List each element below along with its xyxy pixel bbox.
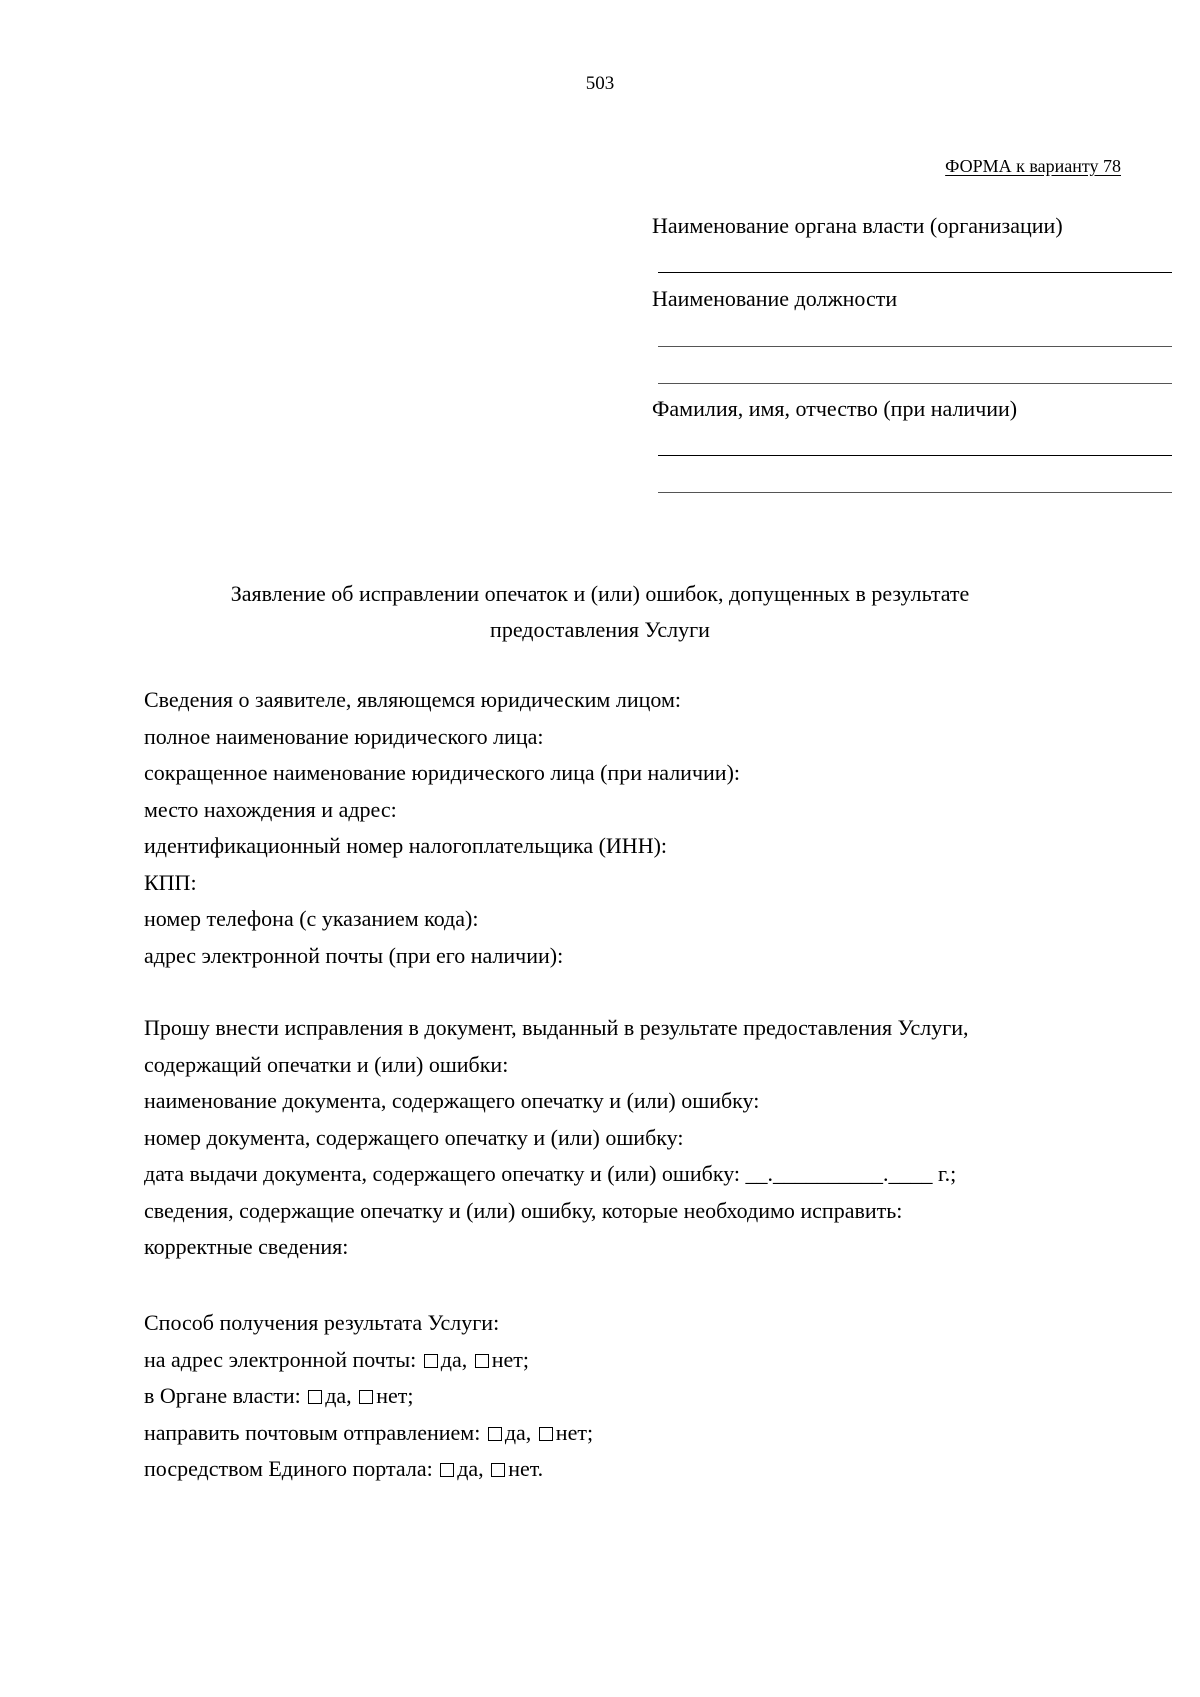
full-legal-name-field: полное наименование юридического лица:	[144, 723, 544, 749]
checkbox-no[interactable]	[491, 1463, 505, 1477]
short-legal-name-field: сокращенное наименование юридического лица (при наличии):	[144, 760, 741, 785]
request-section	[144, 1010, 1124, 1266]
full-name-line-1[interactable]	[658, 455, 1172, 456]
checkbox-yes[interactable]	[488, 1427, 502, 1441]
option-label: направить почтовым отправлением:	[144, 1419, 481, 1445]
wrong-info-field: сведения, содержащие опечатку и (или) ошибку, которые необходимо исправить:	[144, 1197, 903, 1223]
title-line-1: Заявление об исправлении опечаток и (или) ошибок, допущенных в результате	[230, 581, 970, 606]
no-label: нет;	[491, 1346, 529, 1372]
phone-field: номер телефона (с указанием кода):	[144, 906, 479, 931]
document-name-field: наименование документа, содержащего опечатку и (или) ошибку:	[144, 1088, 760, 1113]
position-name-label: Наименование должности	[652, 286, 898, 311]
checkbox-yes[interactable]	[424, 1354, 438, 1368]
authority-name-line[interactable]	[658, 272, 1172, 273]
position-name-line-2[interactable]	[658, 383, 1172, 384]
page-number: 503	[585, 73, 615, 94]
full-name-line-2[interactable]	[658, 492, 1172, 493]
email-field: адрес электронной почты (при его наличии):	[144, 942, 564, 968]
applicant-heading: Сведения о заявителе, являющемся юридическим лицом:	[144, 687, 681, 712]
no-label: нет.	[508, 1456, 544, 1481]
no-label: нет;	[555, 1419, 594, 1445]
document-title	[0, 576, 1200, 648]
request-line-2: содержащий опечатки и (или) ошибки:	[144, 1051, 509, 1077]
issue-date-field: дата выдачи документа, содержащего опечатку и (или) ошибку: __.__________.____ г.;	[144, 1161, 957, 1186]
delivery-option-email	[144, 1342, 1124, 1379]
delivery-section	[144, 1305, 1124, 1488]
delivery-option-post	[144, 1415, 1124, 1452]
request-line-1: Прошу внести исправления в документ, выданный в результате предоставления Услуги,	[144, 1015, 969, 1040]
title-line-2: предоставления Услуги	[490, 617, 710, 642]
option-label: на адрес электронной почты:	[144, 1346, 417, 1372]
yes-label: да,	[325, 1383, 352, 1408]
yes-label: да,	[457, 1456, 484, 1481]
authority-name-label: Наименование органа власти (организации)	[652, 213, 1063, 238]
checkbox-yes[interactable]	[308, 1390, 322, 1404]
option-label: в Органе власти:	[144, 1383, 301, 1408]
checkbox-no[interactable]	[359, 1390, 373, 1404]
no-label: нет;	[376, 1383, 414, 1408]
delivery-heading: Способ получения результата Услуги:	[144, 1310, 500, 1335]
address-field: место нахождения и адрес:	[144, 796, 397, 822]
option-label: посредством Единого портала:	[144, 1456, 433, 1481]
checkbox-no[interactable]	[475, 1354, 489, 1368]
checkbox-no[interactable]	[539, 1427, 553, 1441]
yes-label: да,	[440, 1346, 468, 1372]
kpp-field: КПП:	[144, 869, 197, 895]
position-name-line-1[interactable]	[658, 346, 1172, 347]
checkbox-yes[interactable]	[440, 1463, 454, 1477]
document-number-field: номер документа, содержащего опечатку и (или) ошибку:	[144, 1124, 684, 1150]
delivery-option-portal	[144, 1451, 1124, 1488]
full-name-label: Фамилия, имя, отчество (при наличии)	[652, 396, 1018, 421]
inn-field: идентификационный номер налогоплательщика (ИНН):	[144, 833, 668, 858]
yes-label: да,	[504, 1419, 532, 1445]
delivery-option-authority	[144, 1378, 1124, 1415]
form-reference: ФОРМА к варианту 78	[945, 156, 1121, 176]
correct-info-field: корректные сведения:	[144, 1234, 349, 1259]
applicant-section	[144, 682, 1124, 974]
